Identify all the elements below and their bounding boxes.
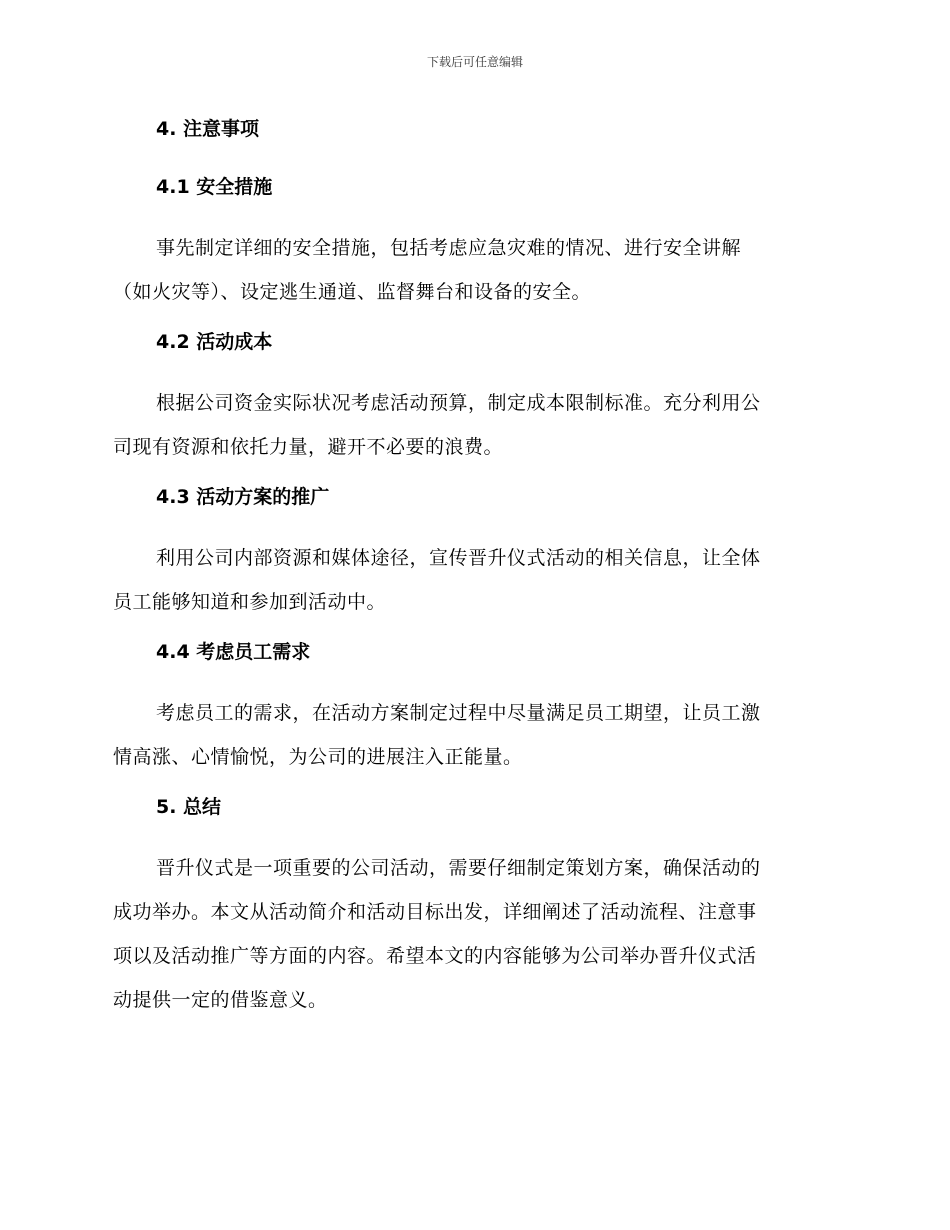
paragraph-line: 事先制定详细的安全措施，包括考虑应急灾难的情况、进行安全讲解 — [156, 237, 742, 259]
paragraph-safety — [113, 226, 833, 314]
paragraph-cost — [113, 381, 833, 469]
paragraph-summary — [113, 846, 833, 1022]
paragraph-line: 成功举办。本文从活动简介和活动目标出发，详细阐述了活动流程、注意事 — [113, 901, 757, 923]
paragraph-line: 动提供一定的借鉴意义。 — [113, 989, 328, 1011]
section-heading-4-1: 4.1 安全措施 — [156, 176, 273, 198]
section-heading-4-4: 4.4 考虑员工需求 — [156, 641, 311, 663]
paragraph-line: 项以及活动推广等方面的内容。希望本文的内容能够为公司举办晋升仪式活 — [113, 945, 757, 967]
section-heading-5: 5. 总结 — [156, 796, 222, 818]
section-heading-4: 4. 注意事项 — [156, 118, 260, 140]
paragraph-promotion — [113, 536, 833, 624]
section-heading-4-3: 4.3 活动方案的推广 — [156, 486, 330, 508]
paragraph-line: 司现有资源和依托力量，避开不必要的浪费。 — [113, 436, 504, 458]
paragraph-line: 利用公司内部资源和媒体途径，宣传晋升仪式活动的相关信息，让全体 — [156, 547, 761, 569]
paragraph-employee-needs — [113, 691, 833, 779]
paragraph-line: 考虑员工的需求，在活动方案制定过程中尽量满足员工期望，让员工激 — [156, 702, 761, 724]
page-header: 下载后可任意编辑 — [426, 55, 523, 69]
paragraph-line: （如火灾等）、设定逃生通道、监督舞台和设备的安全。 — [113, 281, 592, 303]
paragraph-line: 员工能够知道和参加到活动中。 — [113, 591, 387, 613]
paragraph-line: 情高涨、心情愉悦，为公司的进展注入正能量。 — [113, 746, 523, 768]
document-body — [113, 112, 833, 1022]
section-heading-4-2: 4.2 活动成本 — [156, 331, 273, 353]
paragraph-line: 根据公司资金实际状况考虑活动预算，制定成本限制标准。充分利用公 — [156, 392, 761, 414]
paragraph-line: 晋升仪式是一项重要的公司活动，需要仔细制定策划方案，确保活动的 — [156, 857, 761, 879]
